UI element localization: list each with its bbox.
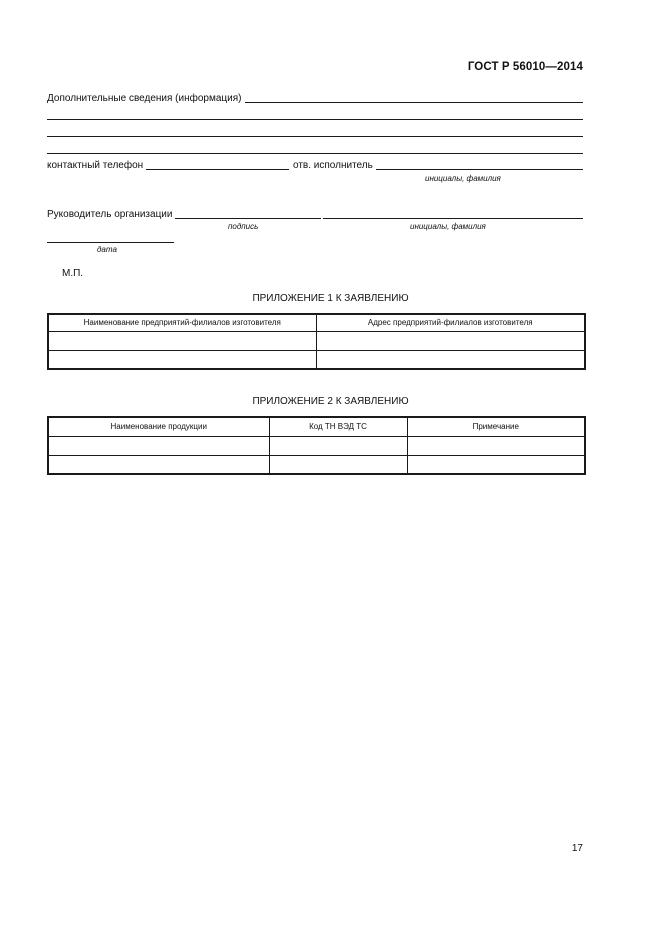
additional-info-line-4[interactable] <box>47 153 583 154</box>
date-hint: дата <box>97 245 117 254</box>
appendix-1-title: ПРИЛОЖЕНИЕ 1 К ЗАЯВЛЕНИЮ <box>252 293 409 304</box>
additional-info-line-2[interactable] <box>47 119 583 120</box>
appendix-2-header-note: Примечание <box>407 417 585 436</box>
table-cell[interactable] <box>48 436 269 455</box>
appendix-2-header-tn-ved-code: Код ТН ВЭД ТС <box>269 417 407 436</box>
table-cell[interactable] <box>269 436 407 455</box>
table-cell[interactable] <box>48 455 269 474</box>
additional-info-line-3[interactable] <box>47 136 583 137</box>
head-of-organization-label: Руководитель организации <box>47 209 173 220</box>
signature-field[interactable] <box>175 218 321 219</box>
appendix-2-title: ПРИЛОЖЕНИЕ 2 К ЗАЯВЛЕНИЮ <box>252 396 409 407</box>
table-cell[interactable] <box>316 350 585 369</box>
head-name-field[interactable] <box>323 218 583 219</box>
appendix-2-table <box>47 416 586 475</box>
date-field[interactable] <box>47 242 174 243</box>
appendix-1-table <box>47 313 586 370</box>
additional-info-line-1[interactable] <box>245 102 583 103</box>
appendix-1-header-branch-name: Наименование предприятий-филиалов изготовителя <box>48 314 316 331</box>
table-row <box>48 436 585 455</box>
table-cell[interactable] <box>48 350 316 369</box>
table-cell[interactable] <box>269 455 407 474</box>
table-row <box>48 350 585 369</box>
head-name-hint: инициалы, фамилия <box>410 222 486 231</box>
table-row <box>48 331 585 350</box>
table-cell[interactable] <box>407 455 585 474</box>
signature-hint: подпись <box>228 222 259 231</box>
appendix-2-header-product-name: Наименование продукции <box>48 417 269 436</box>
table-cell[interactable] <box>316 331 585 350</box>
contact-phone-label: контактный телефон <box>47 160 144 171</box>
table-cell[interactable] <box>48 331 316 350</box>
document-standard-code: ГОСТ Р 56010—2014 <box>467 61 583 73</box>
contact-phone-field[interactable] <box>146 169 289 170</box>
executor-field[interactable] <box>376 169 583 170</box>
appendix-1-header-branch-address: Адрес предприятий-филиалов изготовителя <box>316 314 585 331</box>
executor-hint: инициалы, фамилия <box>425 174 501 183</box>
seal-label: М.П. <box>62 268 84 279</box>
table-row <box>48 455 585 474</box>
page-number: 17 <box>571 843 583 854</box>
additional-info-label: Дополнительные сведения (информация) <box>47 93 242 104</box>
table-cell[interactable] <box>407 436 585 455</box>
executor-label: отв. исполнитель <box>293 160 373 171</box>
